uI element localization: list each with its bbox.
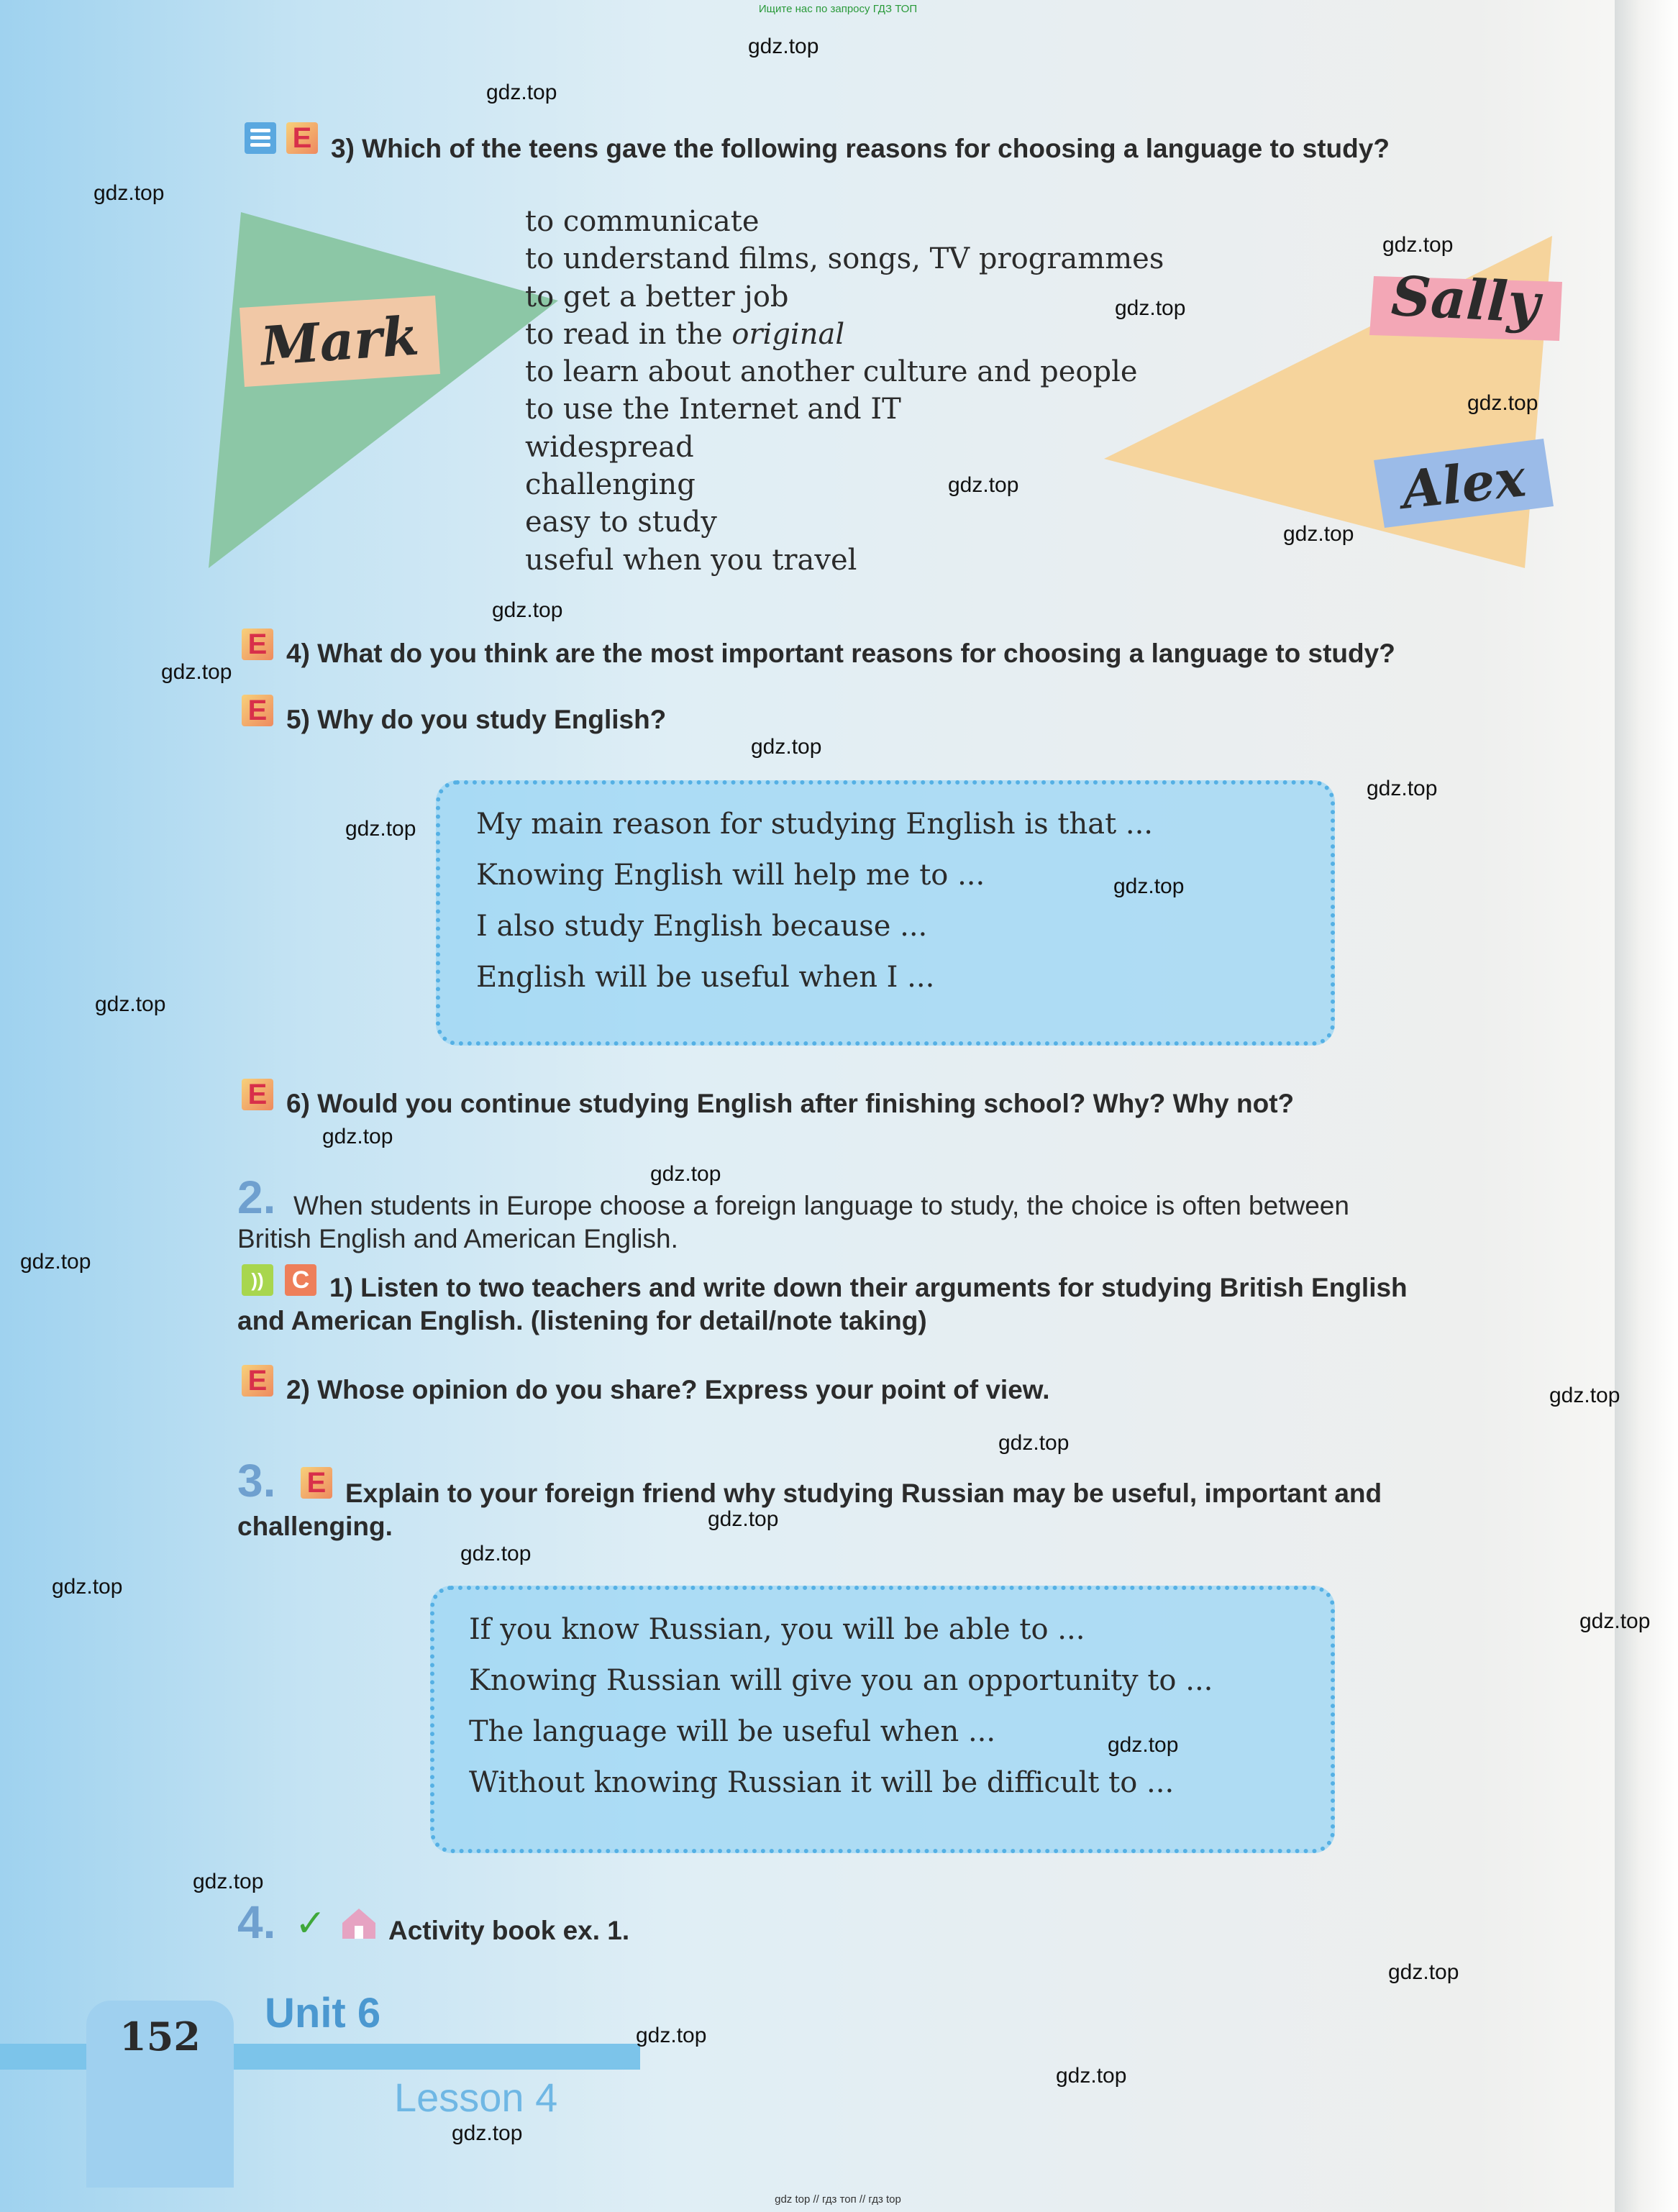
watermark: gdz.top [52,1575,123,1599]
watermark: gdz.top [748,35,819,58]
task-1-5: 5) Why do you study English? [286,705,667,734]
task-1-3: 3) Which of the teens gave the following reasons for choosing a language to study? [331,134,1390,163]
unit-title: Unit 6 [265,1990,381,2037]
watermark: gdz.top [1115,296,1186,320]
house-icon [341,1907,377,1940]
exercise-3-text: Explain to your foreign friend why studying Russian may be useful, important and [345,1479,1382,1508]
reason-item: useful when you travel [525,543,857,577]
e-icon: E [242,1079,273,1110]
lesson-title: Lesson 4 [394,2075,558,2120]
e-icon: E [242,629,273,660]
exercise-number: 3. [237,1455,276,1507]
bottom-note: gdz top // гдз топ // гдз top [775,2193,901,2206]
watermark: gdz.top [1367,777,1438,800]
phrase-line: The language will be useful when ... [469,1715,996,1748]
reason-item [525,316,1164,353]
check-icon: ✓ [295,1902,327,1945]
sally-label: Sally [1390,263,1541,336]
exercise-number: 4. [237,1896,276,1948]
watermark: gdz.top [95,992,166,1016]
watermark: gdz.top [193,1870,264,1893]
phrase-line: Without knowing Russian it will be difficult to ... [469,1766,1175,1799]
mark-label: Mark [258,305,421,378]
reason-text: to read in the [525,317,732,351]
task-2-1: and American English. (listening for detail/note taking) [237,1306,927,1335]
reason-item: to understand films, songs, TV programmes [525,242,1164,276]
watermark: gdz.top [20,1250,91,1274]
watermark: gdz.top [1113,874,1185,898]
phrase-box-english [436,780,1335,1046]
reason-item: challenging [525,468,696,502]
watermark: gdz.top [1056,2064,1127,2088]
e-icon: E [286,122,318,154]
reason-item: to communicate [525,205,760,238]
watermark: gdz.top [1283,522,1354,546]
audio-icon: )) [242,1264,273,1296]
alex-label: Alex [1399,447,1528,521]
exercise-3-text: challenging. [237,1512,393,1541]
top-note: Ищите нас по запросу ГДЗ ТОП [758,3,918,15]
watermark: gdz.top [998,1431,1070,1455]
exercise-number: 2. [237,1171,276,1223]
reason-italic: original [731,317,845,351]
note-taking-icon: C [285,1264,316,1296]
task-1-4: 4) What do you think are the most important reasons for choosing a language to study? [286,639,1395,668]
exercise-2-intro: When students in Europe choose a foreign language to study, the choice is often between [293,1191,1349,1220]
mark-triangle [209,212,558,568]
watermark: gdz.top [1108,1733,1179,1757]
watermark: gdz.top [492,598,563,622]
watermark: gdz.top [708,1507,779,1531]
phrase-line: Knowing Russian will give you an opportunity to ... [469,1664,1213,1697]
phrase-box-russian [430,1586,1335,1853]
watermark: gdz.top [650,1162,721,1186]
phrase-line: My main reason for studying English is that ... [476,808,1154,841]
watermark: gdz.top [1467,391,1538,415]
e-icon: E [301,1467,332,1499]
exercise-2-intro: British English and American English. [237,1224,678,1253]
phrase-line: I also study English because ... [476,910,928,943]
reason-item: to learn about another culture and people [525,355,1138,389]
watermark: gdz.top [486,81,557,104]
watermark: gdz.top [1549,1384,1620,1407]
task-1-6: 6) Would you continue studying English after finishing school? Why? Why not? [286,1089,1295,1118]
watermark: gdz.top [751,735,822,759]
e-icon: E [242,695,273,726]
phrase-line: Knowing English will help me to ... [476,859,985,892]
phrase-line: If you know Russian, you will be able to ... [469,1613,1085,1646]
reasons-list [525,203,1164,579]
watermark: gdz.top [452,2121,523,2145]
watermark: gdz.top [94,181,165,205]
reason-item: easy to study [525,506,717,539]
task-2-1: 1) Listen to two teachers and write down their arguments for studying British English [329,1273,1408,1302]
watermark: gdz.top [322,1125,393,1148]
watermark: gdz.top [636,2024,707,2047]
phrase-line: English will be useful when I ... [476,961,935,994]
task-2-2: 2) Whose opinion do you share? Express your point of view. [286,1375,1050,1404]
reason-item: to use the Internet and IT [525,393,901,426]
reason-item: widespread [525,430,694,464]
watermark: gdz.top [948,473,1019,497]
e-icon: E [242,1365,273,1397]
watermark: gdz.top [1382,233,1454,257]
exercise-4-text: Activity book ex. 1. [388,1916,630,1945]
watermark: gdz.top [345,817,416,841]
page-number: 152 [119,2014,201,2060]
watermark: gdz.top [161,660,232,684]
watermark: gdz.top [460,1542,532,1566]
watermark: gdz.top [1388,1960,1459,1984]
reason-item: to get a better job [525,280,789,314]
watermark: gdz.top [1579,1609,1651,1633]
